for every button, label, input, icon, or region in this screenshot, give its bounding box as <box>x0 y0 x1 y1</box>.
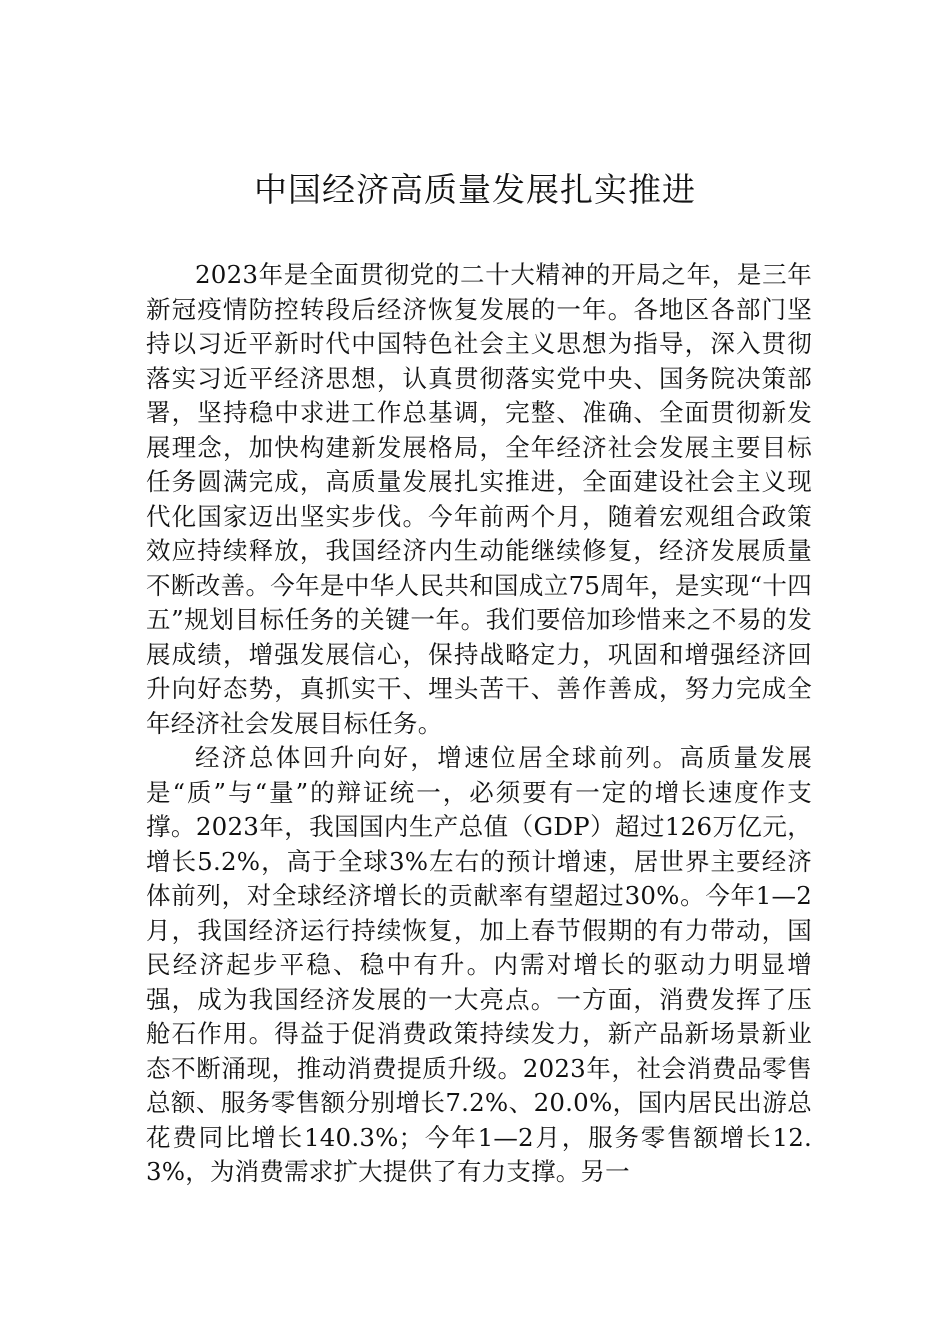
document-body <box>146 258 812 1190</box>
paragraph-2: 经济总体回升向好，增速位居全球前列。高质量发展是“质”与“量”的辩证统一，必须要有一定的增长速度作支撑。2023年，我国国内生产总值（GDP）超过126万亿元，增长5.2%，高于全球3%左右的预计增速，居世界主要经济体前列，对全球经济增长的贡献率有望超过30%。今年1—2月，我国经济运行持续恢复，加上春节假期的有力带动，国民经济起步平稳、稳中有升。内需对增长的驱动力明显增强，成为我国经济发展的一大亮点。一方面，消费发挥了压舱石作用。得益于促消费政策持续发力，新产品新场景新业态不断涌现，推动消费提质升级。2023年，社会消费品零售总额、服务零售额分别增长7.2%、20.0%，国内居民出游总花费同比增长140.3%；今年1—2月，服务零售额增长12.3%，为消费需求扩大提供了有力支撑。另一 <box>146 743 812 1186</box>
document-title: 中国经济高质量发展扎实推进 <box>254 170 696 209</box>
paragraph-1: 2023年是全面贯彻党的二十大精神的开局之年，是三年新冠疫情防控转段后经济恢复发展的一年。各地区各部门坚持以习近平新时代中国特色社会主义思想为指导，深入贯彻落实习近平经济思想，认真贯彻落实党中央、国务院决策部署，坚持稳中求进工作总基调，完整、准确、全面贯彻新发展理念，加快构建新发展格局，全年经济社会发展主要目标任务圆满完成，高质量发展扎实推进，全面建设社会主义现代化国家迈出坚实步伐。今年前两个月，随着宏观组合政策效应持续释放，我国经济内生动能继续修复，经济发展质量不断改善。今年是中华人民共和国成立75周年，是实现“十四五”规划目标任务的关键一年。我们要倍加珍惜来之不易的发展成绩，增强发展信心，保持战略定力，巩固和增强经济回升向好态势，真抓实干、埋头苦干、善作善成，努力完成全年经济社会发展目标任务。 <box>146 260 812 738</box>
